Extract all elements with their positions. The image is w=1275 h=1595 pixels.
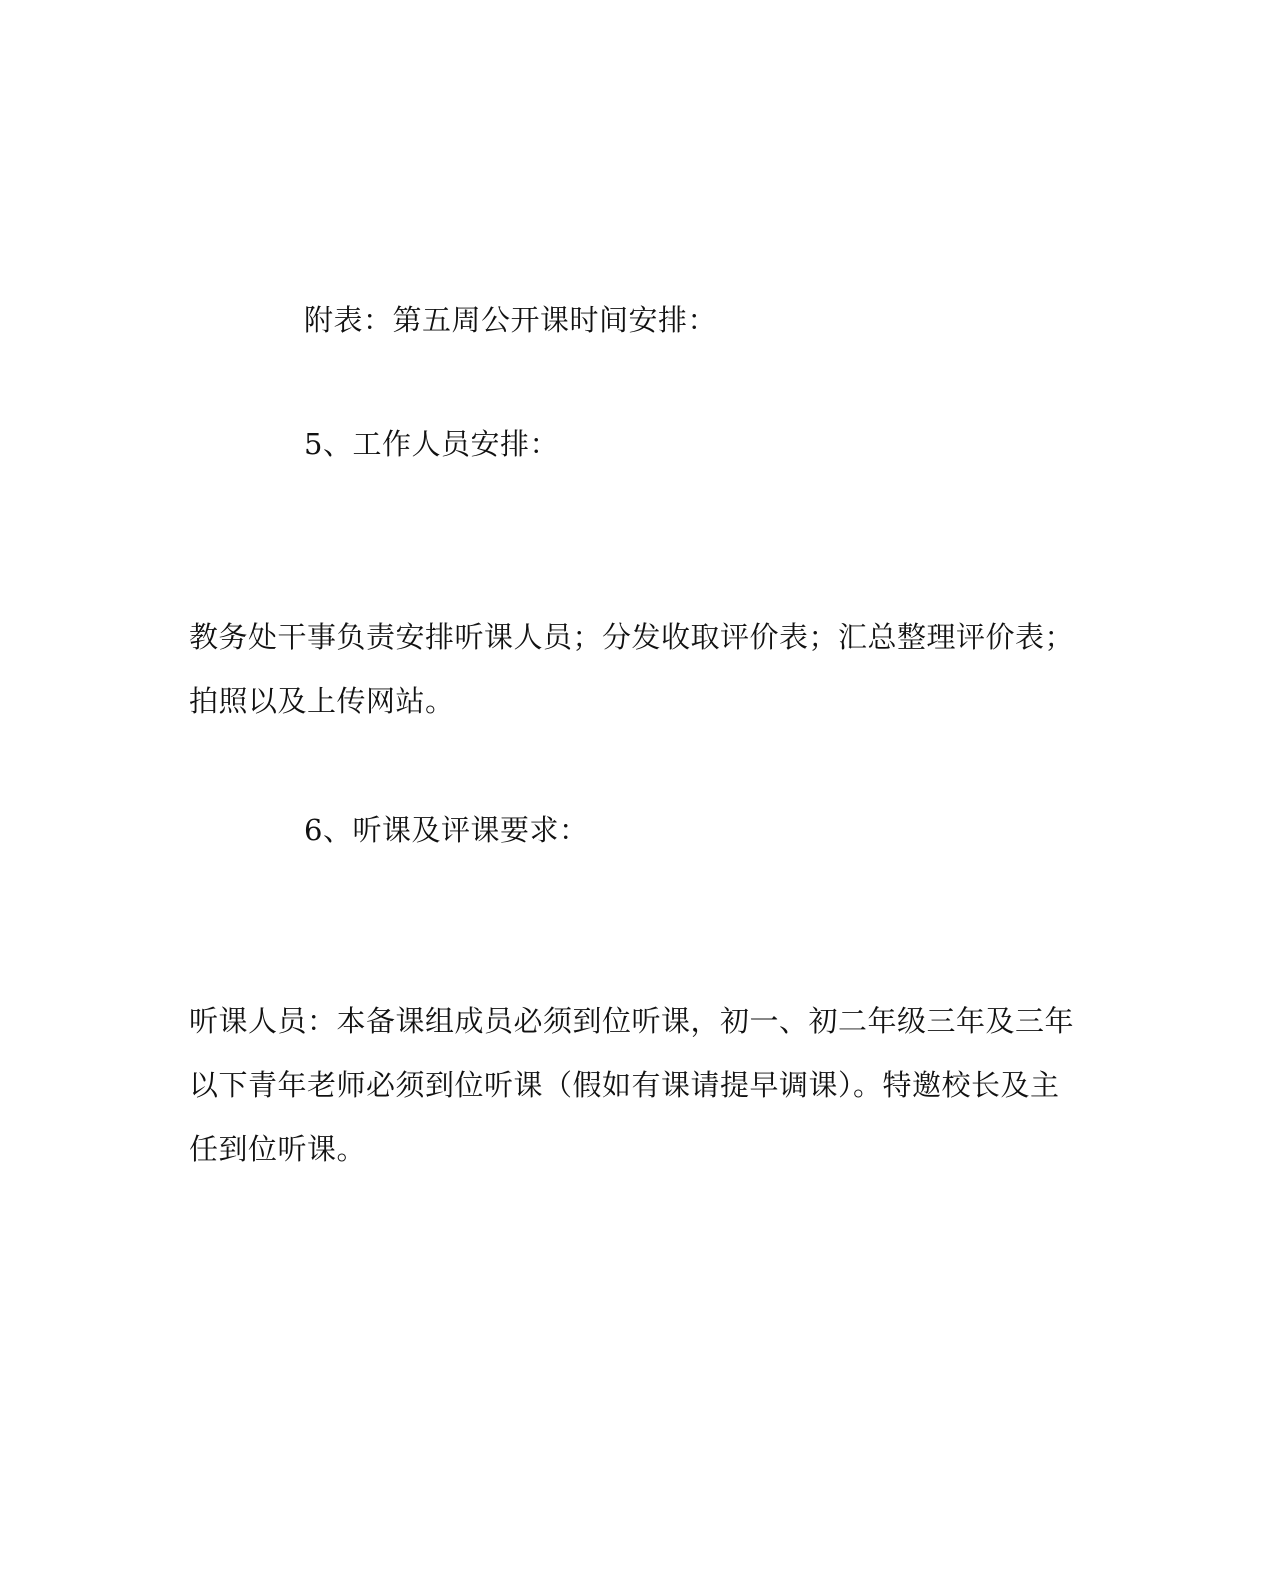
paragraph-line: 任到位听课。 [189,1132,367,1166]
paragraph-line: 拍照以及上传网站。 [189,684,455,718]
appendix-heading: 附表：第五周公开课时间安排： [304,303,718,337]
section-5-heading: 5、工作人员安排： [304,427,559,461]
paragraph-line: 听课人员：本备课组成员必须到位听课，初一、初二年级三年及三年 [189,1004,1075,1038]
paragraph-line: 以下青年老师必须到位听课（假如有课请提早调课）。特邀校长及主 [189,1068,1060,1102]
paragraph-line: 教务处干事负责安排听课人员；分发收取评价表；汇总整理评价表； [189,620,1075,654]
section-6-heading: 6、听课及评课要求： [304,813,589,847]
